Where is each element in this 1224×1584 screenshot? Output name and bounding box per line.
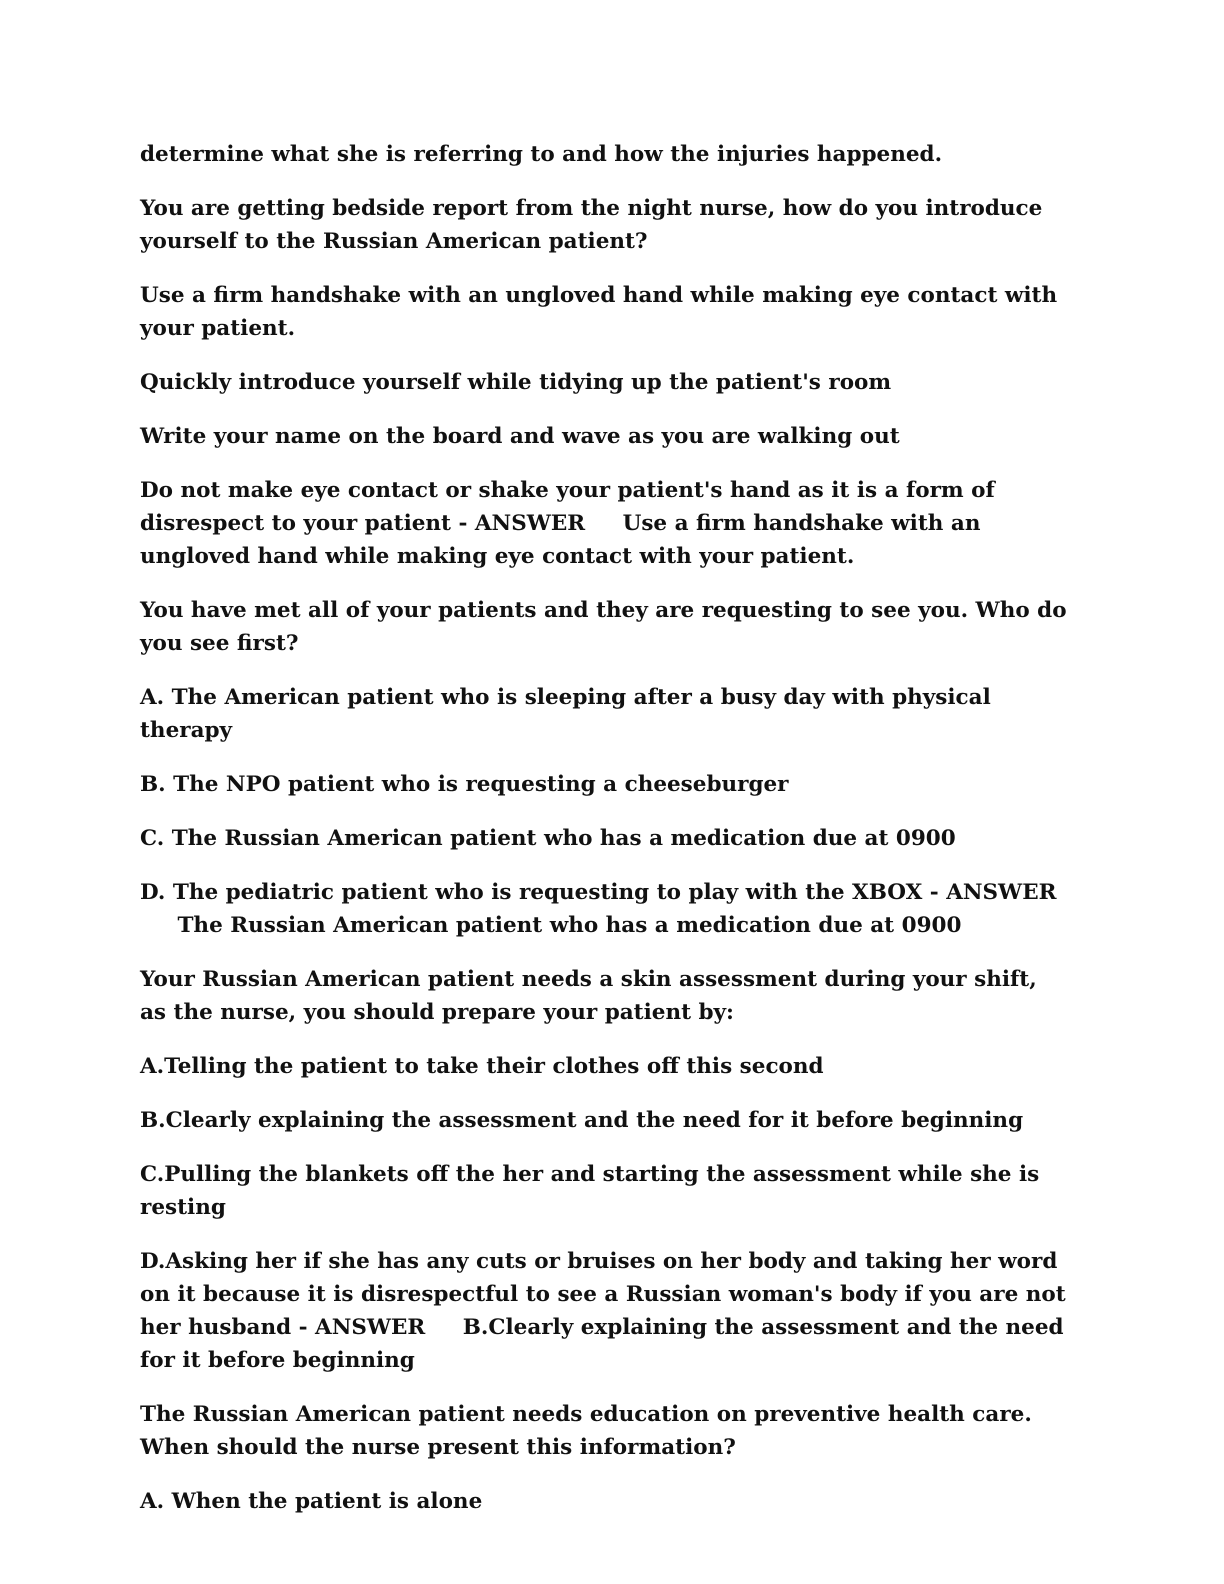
answer-text: The Russian American patient who has a medication due at 0900 <box>177 913 962 938</box>
option-text: A. The American patient who is sleeping after a busy day with physical therapy <box>140 685 991 743</box>
option-text: Write your name on the board and wave as you are walking out <box>140 424 900 449</box>
option-4-with-answer <box>140 474 1070 573</box>
option-a <box>140 681 1070 747</box>
option-text: C. The Russian American patient who has a medication due at 0900 <box>140 826 956 851</box>
option-text: B.Clearly explaining the assessment and the need for it before beginning <box>140 1108 1024 1133</box>
option-1 <box>140 279 1070 345</box>
paragraph-1 <box>140 138 1070 171</box>
option-text: Quickly introduce yourself while tidying up the patient's room <box>140 370 892 395</box>
option-text: C.Pulling the blankets off the her and starting the assessment while she is resting <box>140 1162 1040 1220</box>
question-2 <box>140 594 1070 660</box>
paragraph-text: determine what she is referring to and how the injuries happened. <box>140 142 943 167</box>
question-1 <box>140 192 1070 258</box>
option-text: D. The pediatric patient who is requesting to play with the XBOX - ANSWER <box>140 880 1057 905</box>
option-3 <box>140 420 1070 453</box>
question-3 <box>140 963 1070 1029</box>
option-text: A.Telling the patient to take their clothes off this second <box>140 1054 824 1079</box>
question-text: The Russian American patient needs education on preventive health care. When should the nurse present this information? <box>140 1402 1032 1460</box>
option-b <box>140 768 1070 801</box>
question-text: You have met all of your patients and they are requesting to see you. Who do you see first? <box>140 598 1067 656</box>
option-c <box>140 822 1070 855</box>
option-2 <box>140 366 1070 399</box>
question-4 <box>140 1398 1070 1464</box>
option-d-with-answer <box>140 1245 1070 1377</box>
question-text: Your Russian American patient needs a skin assessment during your shift, as the nurse, you should prepare your patient by: <box>140 967 1037 1025</box>
answer-text: B.Clearly explaining the assessment and the need for it before beginning <box>140 1315 1064 1373</box>
option-c <box>140 1158 1070 1224</box>
option-b <box>140 1104 1070 1137</box>
option-a <box>140 1050 1070 1083</box>
option-text: A. When the patient is alone <box>140 1489 483 1514</box>
option-d-with-answer <box>140 876 1070 942</box>
option-text: Do not make eye contact or shake your patient's hand as it is a form of disrespect to your patient - ANSWER <box>140 478 995 536</box>
question-text: You are getting bedside report from the night nurse, how do you introduce yourself to the Russian American patient? <box>140 196 1043 254</box>
option-text: B. The NPO patient who is requesting a cheeseburger <box>140 772 789 797</box>
option-text: D.Asking her if she has any cuts or bruises on her body and taking her word on it because it is disrespectful to see a Russian woman's body if you are not her husband - ANSWER <box>140 1249 1066 1340</box>
answer-text: Use a firm handshake with an ungloved hand while making eye contact with your patient. <box>140 511 981 569</box>
option-text: Use a firm handshake with an ungloved hand while making eye contact with your patient. <box>140 283 1058 341</box>
document-page <box>140 138 1070 1539</box>
option-a <box>140 1485 1070 1518</box>
